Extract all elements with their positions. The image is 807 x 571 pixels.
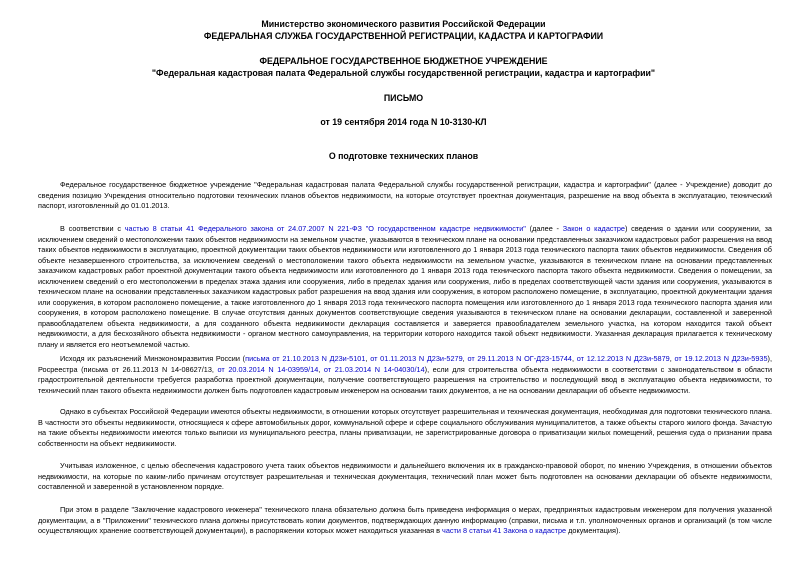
law-link[interactable]: Закон о кадастре — [562, 224, 625, 233]
paragraph-4: Однако в субъектах Российской Федерации имеются объекты недвижимости, в отношении которых отсутствует разрешительная и техническая документация, необходимая для подготовки технического плана. В частности это объекты недвижимости, относящиеся к сфере автомобильных дорог, коммунальной сфере и сфере социального обслуживания муниципалитетов, а также объекты старого жилого фонда. Зачастую на такие объекты недвижимости имеются только выписки из муниципального реестра, планы приватизации, не зарегистрированные договора о приватизации жилых помещений, решения суда о признании права собственности на объект недвижимости. — [38, 407, 772, 448]
letter-link[interactable]: от 19.12.2013 N Д23и-5935 — [674, 354, 768, 363]
letter-link[interactable]: от 21.03.2014 N 14-04030/14 — [323, 364, 425, 374]
paragraph-text: , — [365, 354, 371, 363]
paragraph-6 — [38, 505, 772, 537]
letter-link[interactable]: от 01.11.2013 N Д23и-5279 — [370, 354, 463, 363]
institution-name: ФЕДЕРАЛЬНОЕ ГОСУДАРСТВЕННОЕ БЮДЖЕТНОЕ УЧРЕЖДЕНИЕ — [259, 56, 548, 66]
letter-link[interactable]: от 12.12.2013 N Д23и-5879 — [576, 354, 670, 363]
document-type: ПИСЬМО — [383, 93, 424, 103]
paragraph-text: документация). — [566, 526, 621, 535]
document-subject: О подготовке технических планов — [328, 151, 479, 161]
paragraph-text: ), если для строительства объекта недвижимости в соответствии с законодательством в области градостроительной деятельности требуется разработка проектной документации, получение соответствующего разрешения на строительство и последующий ввод в эксплуатацию объекта недвижимости, то технический план такого объекта недвижимости должен быть подготовлен кадастровым инженером на основании таких документов, а не на основании декларации об объекте недвижимости. — [38, 364, 773, 395]
service-name: ФЕДЕРАЛЬНАЯ СЛУЖБА ГОСУДАРСТВЕННОЙ РЕГИСТРАЦИИ, КАДАСТРА И КАРТОГРАФИИ — [203, 31, 604, 41]
letter-link[interactable]: письма от 21.10.2013 N Д23и-5101 — [245, 354, 366, 363]
paragraph-5: Учитывая изложенное, с целью обеспечения кадастрового учета таких объектов недвижимости и дальнейшего включения их в гражданско-правовой оборот, по мнению Учреждения, в отношении объектов недвижимости, на которые по каким-либо причинам отсутствует разрешительная и техническая документация, технический план может быть подготовлен на основании декларации об объекте недвижимости, составленной и заверенной в установленном порядке. — [38, 461, 772, 491]
paragraph-1: Федеральное государственное бюджетное учреждение "Федеральная кадастровая палата Федеральной службы государственной регистрации, кадастра и картографии" (далее - Учреждение) доводит до сведения позицию Учреждения относительно подготовки технических планов объектов недвижимости, на которые отсутствует проектная документация, разрешение на ввод объекта в эксплуатацию, технический паспорт, изготовленный до 01.01.2013. — [38, 180, 772, 210]
paragraph-text: При этом в разделе "Заключение кадастрового инженера" технического плана обязательно должна быть приведена информация о мерах, предпринятых кадастровым инженером для получения указанной документации, а в "Приложении" технического плана должны присутствовать копии документов, подтверждающих данную информацию (справки, письма и т.п. уполномоченных органов и организаций (в том числе осуществляющих хранение соответствующей документации), в распоряжении которых может находиться указанная в — [38, 505, 772, 535]
paragraph-text: В соответствии с — [60, 224, 125, 233]
paragraph-text: ), Росреестра (письма от 26.11.2013 N 14-08627/13, — [38, 354, 772, 374]
institution-full-name: "Федеральная кадастровая палата Федеральной службы государственной регистрации, кадастра и картографии" — [151, 68, 656, 78]
paragraph-text: , — [462, 354, 468, 363]
paragraph-text: (далее - — [525, 224, 563, 233]
law-link[interactable]: части 8 статьи 41 Закона о кадастре — [442, 526, 567, 535]
paragraph-text: Исходя их разъяснений Минэкономразвития России ( — [60, 354, 246, 363]
paragraph-text: , — [571, 354, 577, 363]
paragraph-3 — [38, 354, 772, 396]
letter-link[interactable]: от 29.11.2013 N ОГ-Д23-15744 — [467, 354, 572, 363]
paragraph-text: , — [669, 354, 675, 363]
letter-link[interactable]: от 20.03.2014 N 14-03959/14 — [217, 364, 319, 374]
document-date: от 19 сентября 2014 года N 10-3130-КЛ — [320, 117, 487, 127]
paragraph-text: , — [318, 364, 324, 374]
paragraph-text: ) сведения о здании или сооружении, за исключением сведений о местоположении таких объектов недвижимости на земельном участке, указываются в техническом плане на основании представленных заказчиком кадастровых работ разрешения на ввод таких объектов недвижимости в эксплуатацию, проектной документации таких объектов недвижимости или изготовленного до 1 января 2013 года технического паспорта таких объектов недвижимости. Сведения об объекте незавершенного строительства, за исключением сведений о местоположении такого объекта недвижимости на земельном участке, указываются в техническом плане на основании представленных заказчиком кадастровых работ проектной документации такого объекта недвижимости или изготовленного до 1 января 2013 года технического паспорта такого объекта недвижимости. Сведения о помещении, за исключением сведений о его местоположении в пределах этажа здания или сооружения, либо в пределах здания или сооружения, либо в пределах соответствующей части здания или сооружения, указываются в техническом плане на основании представленных заказчиком кадастровых работ разрешения на ввод здания или сооружения, в котором расположено помещение, в эксплуатацию, проектной документации здания или сооружения, в котором расположено помещение, а также изготовленного до 1 января 2013 года технического паспорта помещения или изготовленного до 1 января 2013 года технического паспорта здания или сооружения, в котором расположено помещение. В случае отсутствия данных документов соответствующие сведения указываются в техническом плане на основании декларации, составленной и заверенной правообладателем объекта недвижимости, а для созданного объекта недвижимости декларация составляется и заверяется правообладателем земельного участка, на котором находится такой объект недвижимости, а для бесхозяйного объекта недвижимости - органом местного самоуправления, на территории которого находится такой объект недвижимости. Указанная декларация прилагается к техническому плану и является его неотъемлемой частью. — [38, 224, 772, 349]
ministry-name: Министерство экономического развития Российской Федерации — [261, 19, 546, 29]
law-link[interactable]: частью 8 статьи 41 Федерального закона от 24.07.2007 N 221-ФЗ "О государственном кадастре недвижимости" — [124, 224, 526, 233]
paragraph-2 — [38, 224, 772, 350]
